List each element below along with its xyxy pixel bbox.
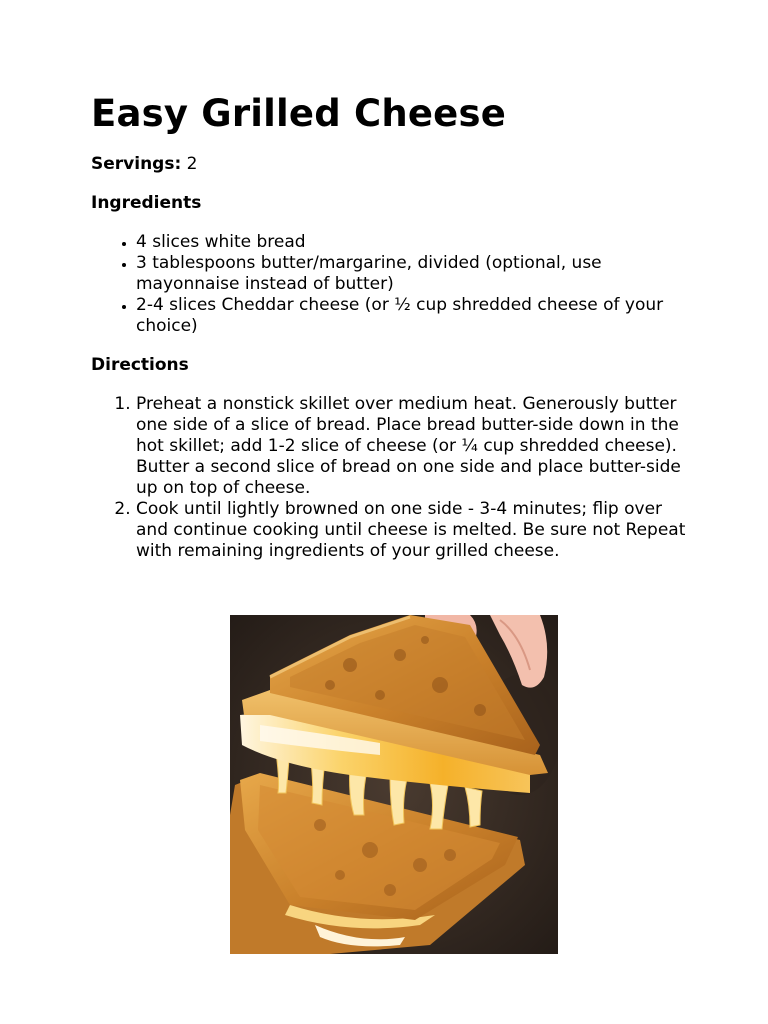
grilled-cheese-photo <box>230 615 558 954</box>
list-item: • 2-4 slices Cheddar cheese (or ½ cup shredded cheese of your choice) <box>136 295 691 337</box>
page-title: Easy Grilled Cheese <box>91 92 506 135</box>
grilled-cheese-illustration <box>230 615 558 954</box>
list-item: • 4 slices white bread <box>136 232 691 253</box>
servings-value: 2 <box>186 154 198 174</box>
servings-label: Servings: <box>91 154 182 174</box>
ingredients-list <box>91 232 691 337</box>
ingredients-heading: Ingredients <box>91 193 202 213</box>
list-item: 1. Preheat a nonstick skillet over medium heat. Generously butter one side of a slice of bread. Place bread butter-side down in the hot skillet; add 1-2 slice of cheese (or ¼ cup shredded cheese). Butter a second slice of bread on one side and place butter-side up on top of cheese. <box>136 394 691 499</box>
directions-heading: Directions <box>91 355 189 375</box>
list-item: 2. Cook until lightly browned on one side - 3-4 minutes; flip over and continue cooking until cheese is melted. Be sure not Repeat with remaining ingredients of your grilled cheese. <box>136 499 691 562</box>
list-item: • 3 tablespoons butter/margarine, divided (optional, use mayonnaise instead of butter) <box>136 253 691 295</box>
directions-list <box>91 394 691 562</box>
recipe-content <box>91 92 691 562</box>
servings-line <box>91 154 691 175</box>
